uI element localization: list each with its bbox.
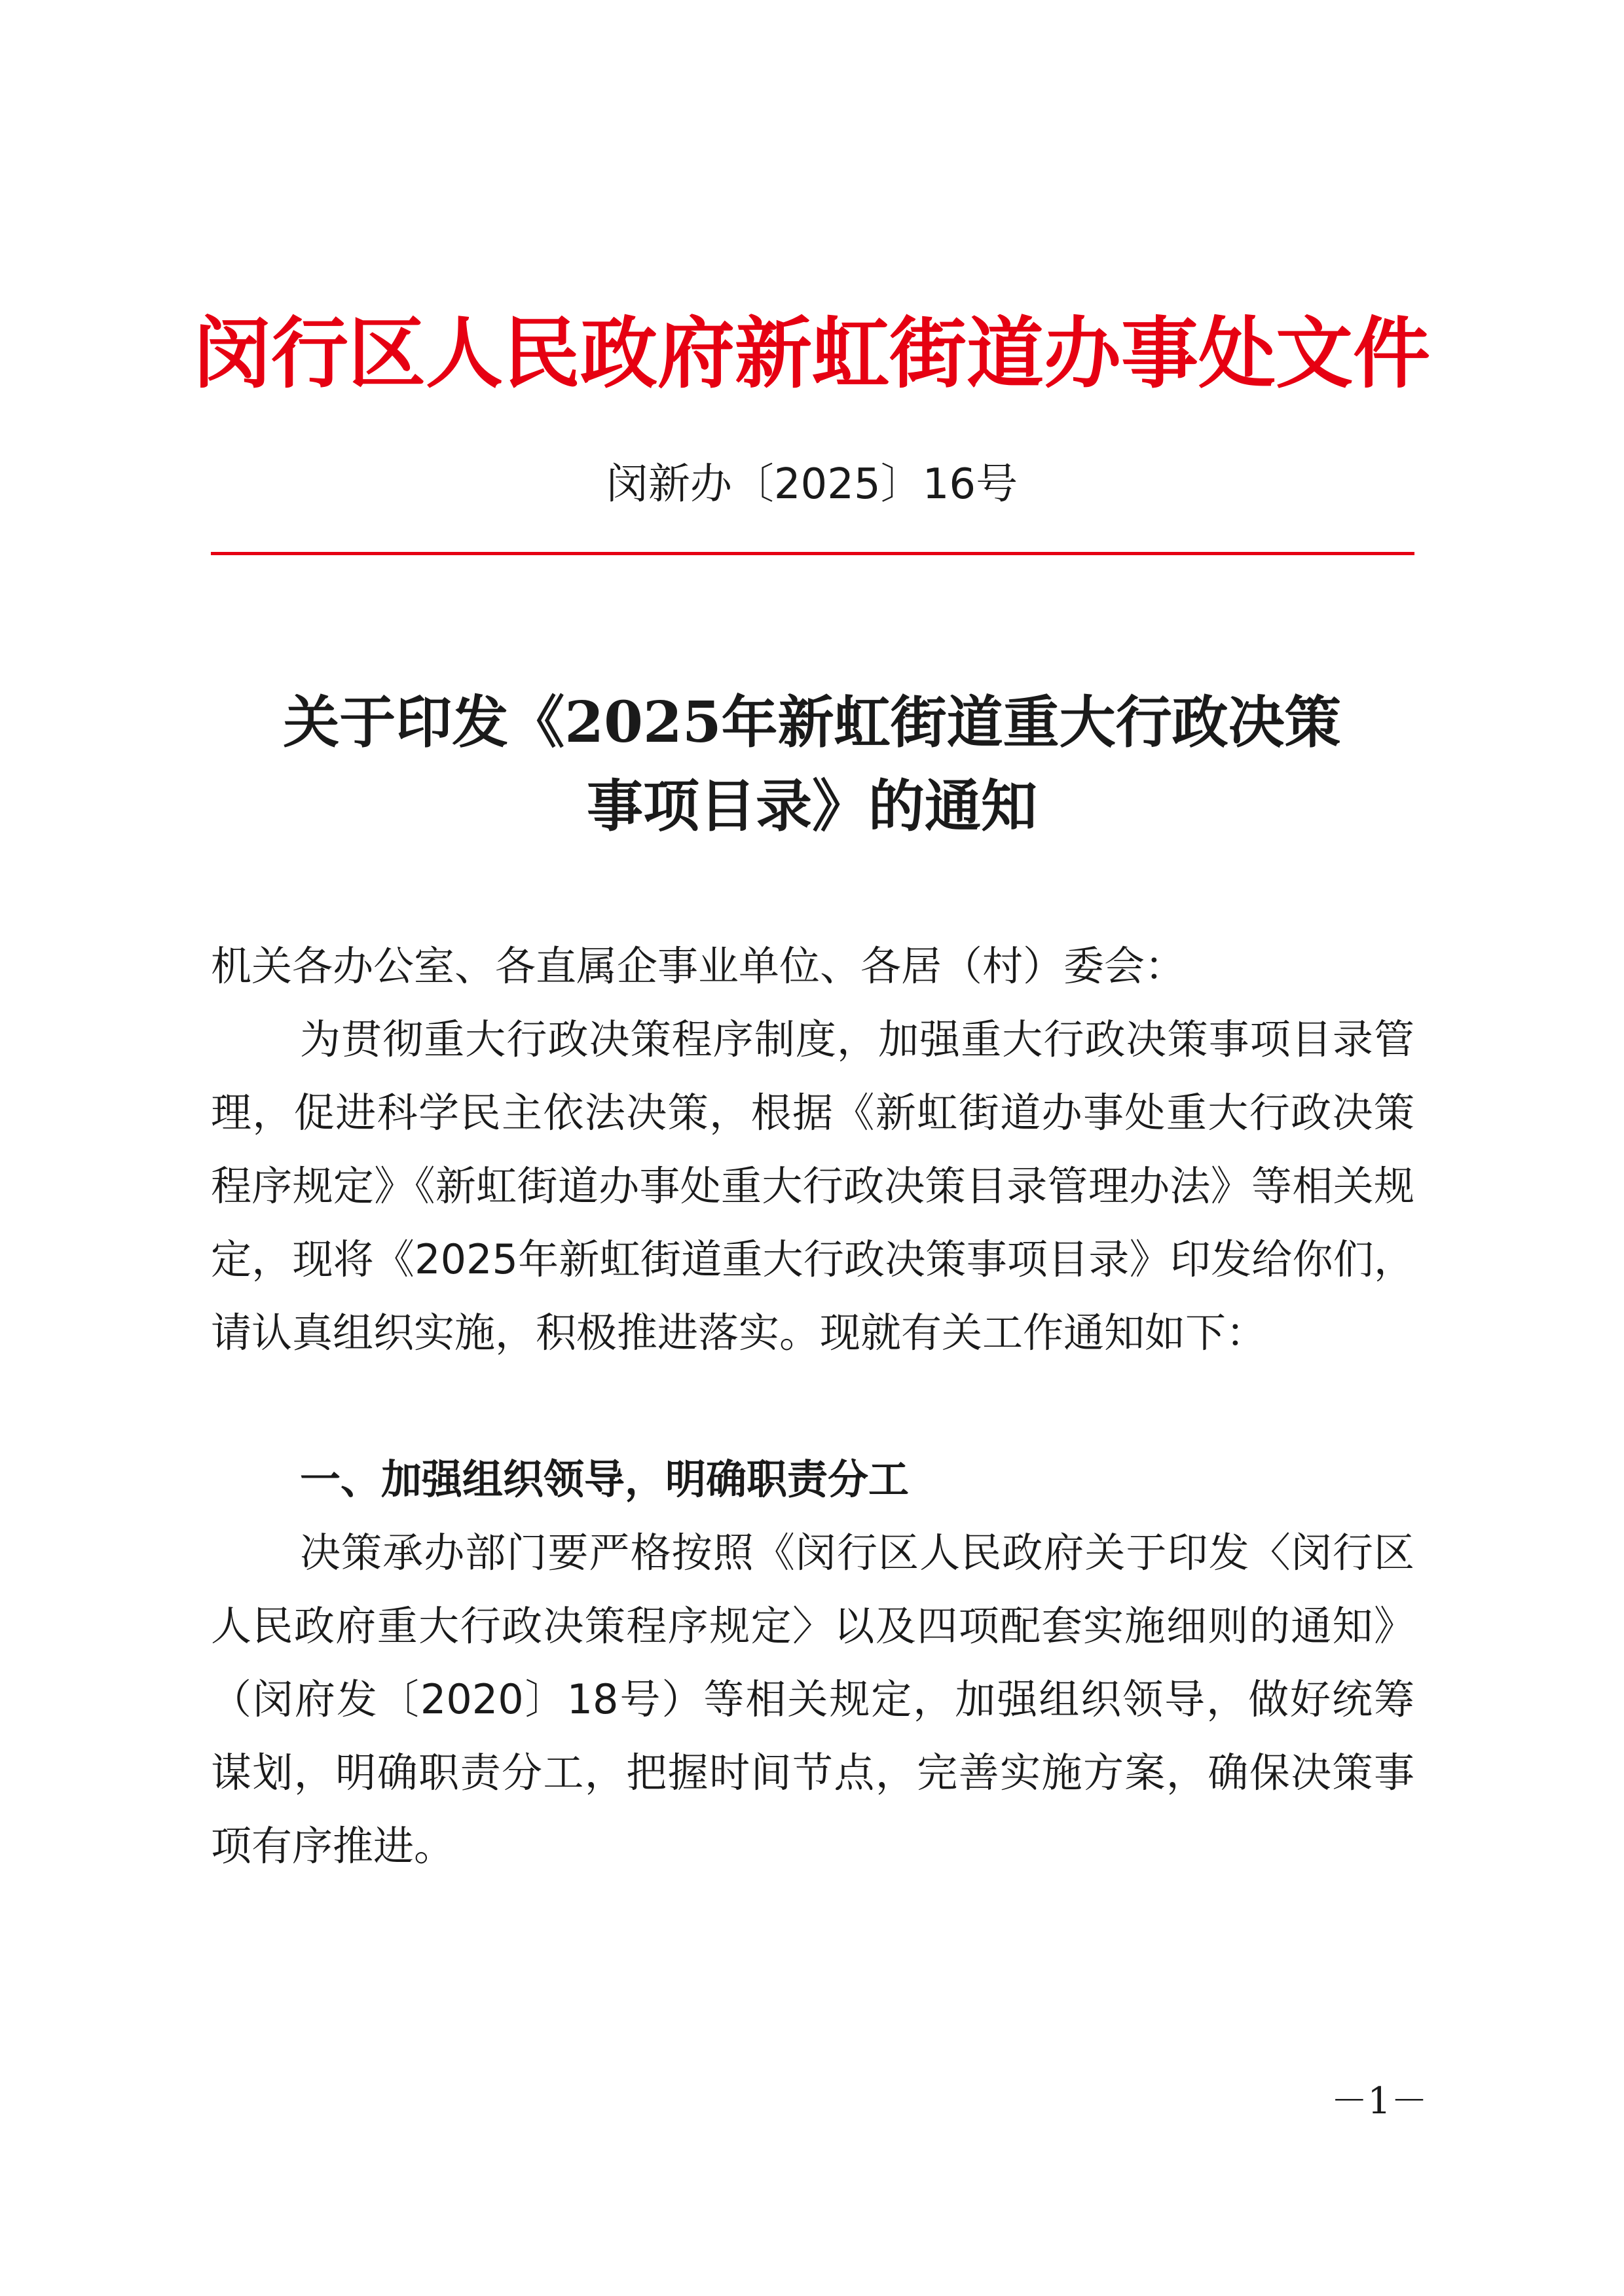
document-header-title: 闵行区人民政府新虹街道办事处文件 xyxy=(193,308,1430,399)
page-number: －1－ xyxy=(1331,2080,1428,2123)
document-number: 闵新办〔2025〕16号 xyxy=(606,460,1018,509)
red-separator-line xyxy=(211,552,1414,555)
body-paragraph-intro: 为贯彻重大行政决策程序制度，加强重大行政决策事项目录管理，促进科学民主依法决策，根据《新虹街道办事处重大行政决策程序规定》《新虹街道办事处重大行政决策目录管理办法》等相关规定，现将《2025年新虹街道重大行政决策事项目录》印发给你们，请认真组织实施，积极推进落实。现就有关工作通知如下： xyxy=(211,1015,1414,1357)
document-title-line-2: 事项目录》的通知 xyxy=(587,773,1037,839)
document-title xyxy=(170,681,1454,848)
document-title-line-1: 关于印发《2025年新虹街道重大行政决策 xyxy=(283,689,1341,756)
body-paragraph-section-1: 决策承办部门要严格按照《闵行区人民政府关于印发〈闵行区人民政府重大行政决策程序规定〉以及四项配套实施细则的通知》（闵府发〔2020〕18号）等相关规定，加强组织领导，做好统筹谋划，明确职责分工，把握时间节点，完善实施方案，确保决策事项有序推进。 xyxy=(211,1529,1414,1870)
addressee-line: 机关各办公室、各直属企事业单位、各居（村）委会： xyxy=(211,942,1186,990)
section-heading-1: 一、加强组织领导，明确职责分工 xyxy=(300,1455,910,1503)
